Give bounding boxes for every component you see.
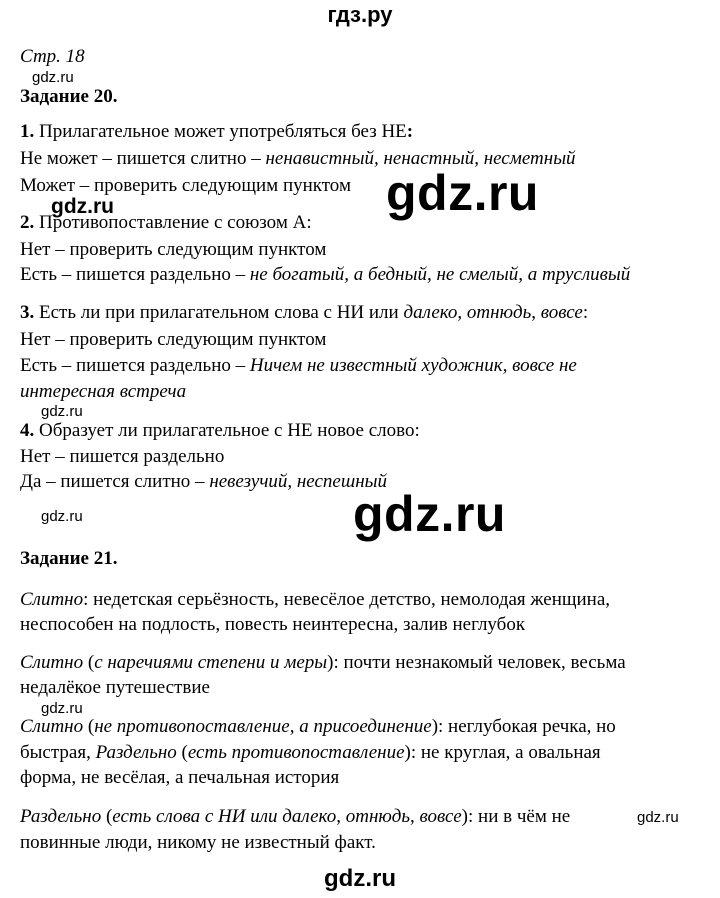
answer-examples: не богатый, а бедный, не смелый, а трусливый	[249, 264, 631, 285]
category-note: не противопоставление, а присоединение	[94, 716, 432, 737]
item-number: 1.	[20, 121, 35, 142]
task-21-para-3-line-3: форма, не весёлая, а печальная история	[20, 767, 340, 788]
task-20-item-3-answer-1: Нет – проверить следующим пунктом	[20, 329, 327, 350]
category-label: Слитно	[20, 652, 84, 673]
task-21-para-2-line-1	[20, 652, 626, 674]
answer-examples: ненавистный, ненастный, несметный	[265, 148, 576, 169]
question-colon: :	[406, 121, 414, 142]
watermark: gdz.ru	[41, 700, 83, 717]
examples-text: ): почти незнакомый человек, весьма	[327, 652, 626, 673]
answer-examples-cont: интересная встреча	[20, 381, 187, 402]
task-21-para-4-line-2: повинные люди, никому не известный факт.	[20, 832, 376, 853]
watermark: gdz.ru	[41, 508, 83, 525]
task-20-item-2-answer-2	[20, 264, 630, 286]
question-text: Есть ли при прилагательном слова с НИ или	[39, 302, 404, 323]
examples-text: ): ни в чём не	[461, 806, 571, 827]
comma: ,	[410, 806, 420, 827]
task-20-item-3-answer-2-cont	[20, 381, 186, 403]
paren-open: (	[83, 652, 95, 673]
site-header: гдз.ру	[327, 2, 393, 27]
paren-open: (	[101, 806, 113, 827]
item-number: 4.	[20, 420, 35, 441]
paren-open: (	[176, 742, 188, 763]
answer-text: Да – пишется слитно –	[20, 471, 210, 492]
answer-text: Есть – пишется раздельно –	[20, 264, 250, 285]
task-21-para-1-line-1	[20, 589, 610, 611]
answer-examples: Ничем не известный художник, вовсе не	[249, 355, 577, 376]
task-20-item-3-question	[20, 302, 588, 324]
task-21-para-4-line-1	[20, 806, 570, 828]
task-21-para-2-line-2: недалёкое путешествие	[20, 677, 210, 698]
category-note: есть противопоставление	[187, 742, 405, 763]
task-20-item-3-answer-2	[20, 355, 577, 377]
task-20-title: Задание 20.	[20, 86, 118, 107]
task-21-title: Задание 21.	[20, 548, 118, 569]
word-daleko: далеко	[403, 302, 458, 323]
category-note: с наречиями степени и меры	[94, 652, 328, 673]
task-21-para-3-line-1	[20, 716, 616, 738]
task-20-item-4-question	[20, 420, 420, 442]
item-number: 2.	[20, 212, 35, 233]
watermark: gdz.ru	[51, 195, 114, 218]
item-number: 3.	[20, 302, 35, 323]
category-label: Раздельно	[95, 742, 177, 763]
task-21-para-1-line-2: неспособен на подлость, повесть неинтересна, залив неглубок	[20, 614, 526, 635]
answer-examples: невезучий, неспешный	[209, 471, 387, 492]
question-text: Прилагательное может употребляться без НЕ	[39, 121, 407, 142]
task-20-item-2-question	[20, 212, 312, 234]
question-text: Образует ли прилагательное с НЕ новое слово:	[39, 420, 420, 441]
examples-text: ): не круглая, а овальная	[404, 742, 601, 763]
watermark: gdz.ru	[41, 403, 83, 420]
category-label: Слитно	[20, 589, 84, 610]
examples-text: быстрая,	[20, 742, 96, 763]
task-21-para-3-line-2	[20, 742, 601, 764]
watermark: gdz.ru	[32, 69, 74, 86]
category-note: есть слова с НИ или далеко	[112, 806, 337, 827]
watermark-footer: gdz.ru	[324, 865, 396, 892]
task-20-item-1-answer-2: Может – проверить следующим пунктом	[20, 175, 351, 196]
category-label: Слитно	[20, 716, 84, 737]
task-20-item-1-question	[20, 121, 413, 143]
examples-text: ): неглубокая речка, но	[431, 716, 616, 737]
category-label: Раздельно	[20, 806, 102, 827]
answer-text: Есть – пишется раздельно –	[20, 355, 250, 376]
comma: ,	[531, 302, 541, 323]
category-note: вовсе	[419, 806, 462, 827]
watermark-large: gdz.ru	[353, 486, 506, 542]
question-text: Противопоставление с союзом А:	[39, 212, 312, 233]
task-20-item-4-answer-1: Нет – пишется раздельно	[20, 446, 225, 467]
word-otnyud: отнюдь	[466, 302, 532, 323]
watermark-large: gdz.ru	[386, 165, 539, 221]
page-reference: Стр. 18	[20, 46, 85, 67]
word-vovse: вовсе	[540, 302, 583, 323]
colon: :	[582, 302, 589, 323]
task-20-item-2-answer-1: Нет – проверить следующим пунктом	[20, 239, 327, 260]
comma: ,	[457, 302, 467, 323]
paren-open: (	[83, 716, 95, 737]
comma: ,	[336, 806, 346, 827]
task-20-item-4-answer-2	[20, 471, 387, 493]
category-note: отнюдь	[345, 806, 411, 827]
answer-text: Не может – пишется слитно –	[20, 148, 266, 169]
watermark: gdz.ru	[637, 809, 679, 826]
examples-text: : недетская серьёзность, невесёлое детство, немолодая женщина,	[83, 589, 611, 610]
